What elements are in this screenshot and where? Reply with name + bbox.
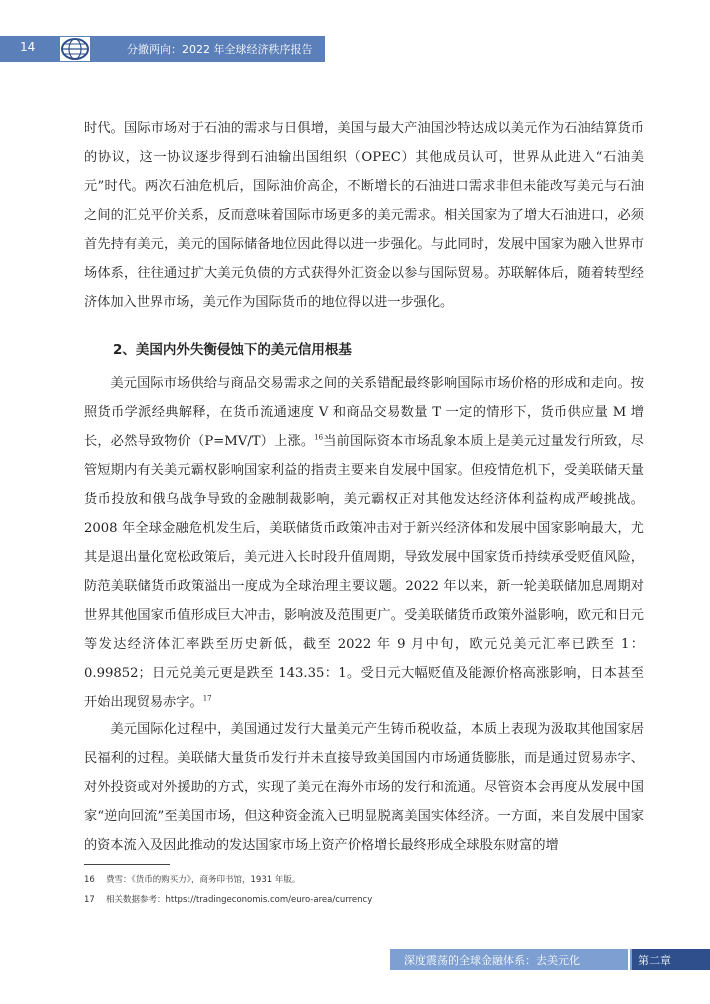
footnote-text: 费雪：《货币的购买力》，商务印书馆，1931 年版。: [106, 875, 301, 885]
section-label: 深度震荡的全球金融体系：去美元化: [404, 954, 580, 967]
chapter-badge: [632, 949, 710, 970]
footnote-number: 16: [84, 875, 95, 885]
report-title: 分撤两向：2022 年全球经济秩序报告: [127, 43, 313, 56]
section-heading: 2、美国内外失衡侵蚀下的美元信用根基: [113, 342, 352, 358]
footnote-ref-16[interactable]: 16: [314, 433, 324, 442]
footer-divider: [628, 949, 630, 970]
page-number: 14: [20, 40, 36, 54]
paragraph-text-part-2: 当前国际资本市场乱象本质上是美元过量发行所致，尽管短期内有关美元霸权影响国家利益的指责主要来自发展中国家。但疫情危机下，受美联储天量货币投放和俄乌战争导致的金融制裁影响，美元霸权正对其他发达经济体利益构成严峻挑战。2008 年全球金融危机发生后，美联储货币政策冲击对于新兴经济体和发展中国家影响最大，尤其是退出量化宽松政策后，美元进入长时段升值周期，导致发展中国家货币持续承受贬值风险，防范美联储货币政策溢出一度成为全球治理主要议题。2022 年以来，新一轮美联储加息周期对世界其他国家币值形成巨大冲击，影响波及范围更广。受美联储货币政策外溢影响，欧元和日元等发达经济体汇率跌至历史新低，截至 2022 年 9 月中旬，欧元兑美元汇率已跌至 1：0.99852；日元兑美元更是跌至 143.35：1。受日元大幅贬值及能源价格高涨影响，日本甚至开始出现贸易赤字。: [84, 434, 644, 710]
paragraph-text: 时代。国际市场对于石油的需求与日俱增，美国与最大产油国沙特达成以美元作为石油结算货币的协议，这一协议逐步得到石油输出国组织（OPEC）其他成员认可，世界从此进入“石油美元”时代。两次石油危机后，国际油价高企，不断增长的石油进口需求非但未能改写美元与石油之间的汇兑平价关系，反而意味着国际市场更多的美元需求。相关国家为了增大石油进口，必须首先持有美元，美元的国际储备地位因此得以进一步强化。与此同时，发展中国家为融入世界市场体系，往往通过扩大美元负债的方式获得外汇资金以参与国际贸易。苏联解体后，随着转型经济体加入世界市场，美元作为国际货币的地位得以进一步强化。: [84, 121, 644, 310]
paragraph-oil-dollar: [84, 114, 644, 317]
paragraph-seigniorage: [84, 715, 644, 860]
header-bar: [0, 36, 325, 62]
footnote-text[interactable]: 相关数据参考：https://tradingeconomis.com/euro-area/currency: [106, 895, 373, 905]
footer-bar: [390, 949, 710, 970]
paragraph-text: 美元国际化过程中，美国通过发行大量美元产生铸币税收益，本质上表现为汲取其他国家居民福利的过程。美联储大量货币发行并未直接导致美国国内市场通货膨胀，而是通过贸易赤字、对外投资或对外援助的方式，实现了美元在海外市场的发行和流通。尽管资本会再度从发展中国家“逆向回流”至美国市场，但这种资金流入已明显脱离美国实体经济。一方面，来自发展中国家的资本流入及因此推动的发达国家市场上资产价格增长最终形成全球股东财富的增: [84, 722, 644, 853]
footnote-ref-17[interactable]: 17: [202, 694, 212, 703]
footnote-16: [84, 873, 300, 885]
footnote-number: 17: [84, 895, 95, 905]
footnote-divider: [84, 864, 170, 865]
institute-logo-icon: [60, 37, 90, 61]
paragraph-text: [84, 369, 644, 717]
paragraph-dollar-credit: [84, 369, 644, 717]
chapter-label: 第二章: [638, 954, 671, 967]
footnote-17: [84, 893, 372, 905]
paragraph-text-part-1: 美元国际市场供给与商品交易需求之间的关系错配最终影响国际市场价格的形成和走向。按照货币学派经典解释，在货币流通速度 V 和商品交易数量 T 一定的情形下，货币供应量 M 增长，必然导致物价（P=MV/T）上涨。: [84, 376, 644, 449]
